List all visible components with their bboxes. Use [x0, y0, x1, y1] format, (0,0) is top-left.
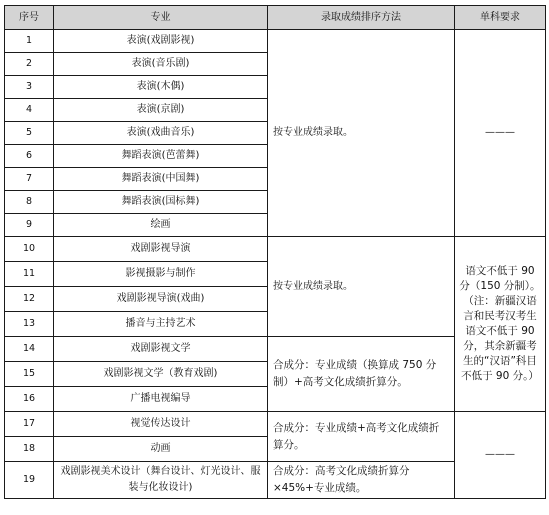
major-name: 影视摄影与制作 — [54, 262, 268, 287]
admission-table — [4, 5, 546, 499]
method-cell: 按专业成绩录取。 — [268, 237, 455, 337]
row-number: 15 — [5, 362, 54, 387]
major-name: 表演(戏曲音乐) — [54, 122, 268, 145]
row-number: 8 — [5, 191, 54, 214]
major-name: 戏剧影视文学（教育戏剧) — [54, 362, 268, 387]
major-name: 戏剧影视导演(戏曲) — [54, 287, 268, 312]
requirement-cell: ——— — [455, 30, 546, 237]
row-number: 18 — [5, 437, 54, 462]
row-number: 19 — [5, 462, 54, 499]
row-number: 17 — [5, 412, 54, 437]
method-cell: 合成分：专业成绩+高考文化成绩折算分。 — [268, 412, 455, 462]
table-row — [5, 237, 546, 262]
row-number: 4 — [5, 99, 54, 122]
requirement-cell: ——— — [455, 412, 546, 499]
row-number: 11 — [5, 262, 54, 287]
row-number: 13 — [5, 312, 54, 337]
row-number: 12 — [5, 287, 54, 312]
major-name: 戏剧影视导演 — [54, 237, 268, 262]
row-number: 7 — [5, 168, 54, 191]
method-cell: 按专业成绩录取。 — [268, 30, 455, 237]
major-name: 舞蹈表演(中国舞) — [54, 168, 268, 191]
requirement-cell: 语文不低于 90 分（150 分制）。（注：新疆汉语言和民考汉考生语文不低于 90 分，其余新疆考生的“汉语”科目不低于 90 分。） — [455, 237, 546, 412]
major-name: 播音与主持艺术 — [54, 312, 268, 337]
major-name: 表演(京剧) — [54, 99, 268, 122]
row-number: 1 — [5, 30, 54, 53]
row-number: 9 — [5, 214, 54, 237]
method-cell: 合成分：专业成绩（换算成 750 分制）+高考文化成绩折算分。 — [268, 337, 455, 412]
row-number: 16 — [5, 387, 54, 412]
major-name: 戏剧影视文学 — [54, 337, 268, 362]
major-name: 表演(音乐剧) — [54, 53, 268, 76]
header-row — [5, 6, 546, 30]
header-major: 专业 — [54, 6, 268, 30]
header-requirement: 单科要求 — [455, 6, 546, 30]
method-cell: 合成分：高考文化成绩折算分×45%+专业成绩。 — [268, 462, 455, 499]
table-row — [5, 412, 546, 437]
header-method: 录取成绩排序方法 — [268, 6, 455, 30]
major-name: 广播电视编导 — [54, 387, 268, 412]
major-name: 表演(木偶) — [54, 76, 268, 99]
major-name: 绘画 — [54, 214, 268, 237]
header-index: 序号 — [5, 6, 54, 30]
major-name: 动画 — [54, 437, 268, 462]
row-number: 10 — [5, 237, 54, 262]
row-number: 2 — [5, 53, 54, 76]
major-name: 舞蹈表演(国标舞) — [54, 191, 268, 214]
row-number: 5 — [5, 122, 54, 145]
table-row — [5, 30, 546, 53]
major-name: 舞蹈表演(芭蕾舞) — [54, 145, 268, 168]
row-number: 3 — [5, 76, 54, 99]
row-number: 14 — [5, 337, 54, 362]
major-name: 视觉传达设计 — [54, 412, 268, 437]
major-name: 戏剧影视美术设计（舞台设计、灯光设计、服装与化妆设计) — [54, 462, 268, 499]
row-number: 6 — [5, 145, 54, 168]
major-name: 表演(戏剧影视) — [54, 30, 268, 53]
